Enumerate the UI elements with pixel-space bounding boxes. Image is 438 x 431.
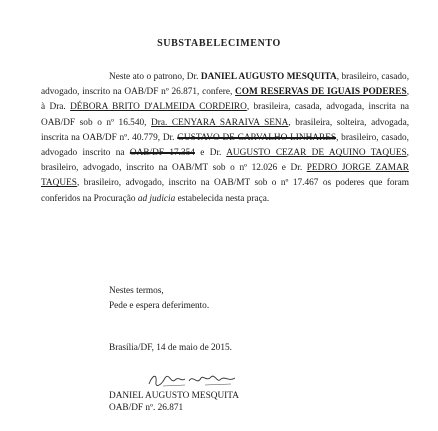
handwritten-signature (145, 368, 245, 392)
grantee-name-debora: DÉBORA BRITO D'ALMEIDA CORDEIRO (70, 102, 247, 113)
body-paragraph (41, 70, 409, 207)
text-segment: , brasileiro, advogado, inscrito na OAB/MT sob o nº 17.467 os poderes que foram conferidos na Procuração (41, 178, 409, 204)
grantee-name-augusto: AUGUSTO CEZAR DE AQUINO TAQUES (226, 148, 407, 159)
text-segment: , brasileiro, casado, advogado inscrito na (41, 132, 409, 159)
signatory-name: DANIEL AUGUSTO MESQUITA (109, 391, 239, 401)
text-segment: , à Dra. (41, 87, 410, 113)
grantee-name-cenyara: Dra. CENYARA SARAIVA SENA (151, 117, 289, 128)
text-segment: Neste ato o patrono, Dr. (109, 72, 201, 82)
ad-judicia-term: ad judicia (137, 193, 176, 204)
oab-number-struck: OAB/DF 17.354 (129, 148, 195, 159)
grantee-name-pedro: PEDRO JORGE ZAMAR TAQUES (41, 163, 409, 189)
text-segment: , brasileira, casada, advogada, inscrita na OAB/DF sob o nº 16.540, (41, 102, 409, 128)
text-segment: , brasileiro, casado, advogado, inscrito na OAB/DF nº 26.871, confere, (41, 72, 410, 98)
closing-block (109, 284, 209, 314)
reservation-clause: COM RESERVAS DE IGUAIS PODERES (235, 87, 407, 98)
document-title: SUBSTABELECIMENTO (157, 38, 281, 49)
text-segment: , brasileiro, advogado, inscrito na OAB/MT sob o nº 12.026 e Dr. (41, 148, 409, 174)
closing-line-2: Pede e espera deferimento. (109, 301, 210, 312)
text-segment: e Dr. (194, 148, 227, 159)
grantee-name-gustavo-struck: GUSTAVO DE CARVALHO LINHARES (177, 132, 337, 143)
grantor-name: DANIEL AUGUSTO MESQUITA (200, 72, 337, 82)
document-date: Brasília/DF, 14 de maio de 2015. (109, 343, 232, 353)
signatory-block (109, 390, 239, 414)
signatory-oab: OAB/DF nº. 26.871 (109, 403, 184, 413)
text-segment: estabelecida nesta praça. (175, 193, 270, 204)
text-segment: , brasileira, solteira, advogada, inscrita na OAB/DF nº. 40.779, Dr. (41, 117, 410, 143)
closing-line-1: Nestes termos, (109, 286, 164, 296)
